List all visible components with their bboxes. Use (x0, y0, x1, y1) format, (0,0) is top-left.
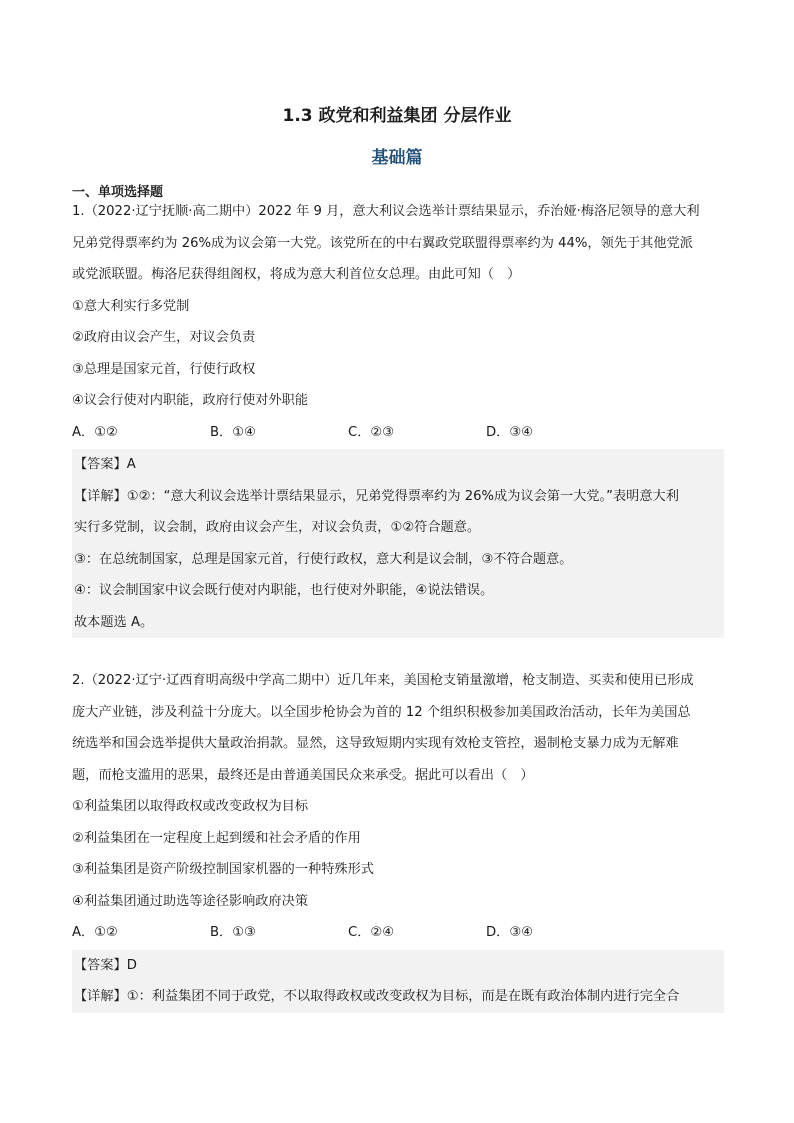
option-c: C．②④ (348, 925, 395, 940)
statement-item: ④利益集团通过助选等途径影响政府决策 (72, 893, 309, 909)
option-c: C．②③ (348, 424, 395, 440)
option-d: D．③④ (486, 424, 533, 440)
answer-block (72, 449, 724, 638)
question-text-line: 兄弟党得票率约为 26%成为议会第一大党。该党所在的中右翼政党联盟得票率约为 44%，领先于其他党派 (72, 235, 693, 251)
option-a: A．①② (72, 925, 118, 940)
question-text-line: 2.（2022·辽宁·辽西育明高级中学高二期中）近几年来，美国枪支销量激增，枪支制造、买卖和使用已形成 (72, 673, 694, 688)
statement-item: ①利益集团以取得政权或改变政权为目标 (72, 799, 309, 814)
option-b: B．①④ (210, 424, 256, 440)
question-text-line: 统选举和国会选举提供大量政治捐款。显然，这导致短期内实现有效枪支管控，遏制枪支暴力成为无解难 (72, 736, 679, 751)
explanation-line: ④：议会制国家中议会既行使对内职能，也行使对外职能，④说法错误。 (74, 583, 494, 598)
statement-item: ①意大利实行多党制 (72, 298, 190, 314)
statement-item: ②利益集团在一定程度上起到缓和社会矛盾的作用 (72, 830, 361, 846)
question-text-line: 题，而枪支滥用的恶果，最终还是由普通美国民众来承受。据此可以看出（ ） (72, 767, 534, 783)
answer-label: 【答案】A (74, 457, 136, 472)
explanation-line: ③：在总统制国家，总理是国家元首，行使行政权，意大利是议会制，③不符合题意。 (74, 551, 573, 567)
statement-item: ②政府由议会产生，对议会负责 (72, 330, 256, 345)
question-text-line: 1.（2022·辽宁抚顺·高二期中）2022 年 9 月，意大利议会选举计票结果显示，乔治娅·梅洛尼领导的意大利 (72, 204, 700, 219)
statement-item: ④议会行使对内职能，政府行使对外职能 (72, 393, 309, 408)
explanation-line: 故本题选 A。 (74, 614, 154, 630)
page-title: 1.3 政党和利益集团 分层作业 (282, 106, 512, 126)
question-2 (72, 665, 724, 1013)
statement-item: ③总理是国家元首，行使行政权 (72, 361, 256, 377)
question-1 (72, 196, 724, 638)
explanation-line: 【详解】①②：“意大利议会选举计票结果显示，兄弟党得票率约为 26%成为议会第一大党。”表明意大利 (74, 488, 679, 504)
option-a: A．①② (72, 424, 118, 440)
section-heading: 一、单项选择题 (72, 185, 164, 200)
page-subtitle: 基础篇 (371, 148, 423, 168)
question-text-line: 或党派联盟。梅洛尼获得组阁权，将成为意大利首位女总理。由此可知（ ） (72, 267, 521, 282)
option-d: D．③④ (486, 925, 533, 940)
option-b: B．①③ (210, 925, 256, 940)
statement-item: ③利益集团是资产阶级控制国家机器的一种特殊形式 (72, 862, 374, 877)
explanation-line: 实行多党制，议会制，政府由议会产生，对议会负责，①②符合题意。 (74, 520, 481, 535)
answer-options (72, 417, 724, 449)
question-text-line: 庞大产业链，涉及利益十分庞大。以全国步枪协会为首的 12 个组织积极参加美国政治活动，长年为美国总 (72, 704, 691, 720)
answer-block (72, 950, 724, 1013)
explanation-line: 【详解】①：利益集团不同于政党，不以取得政权或改变政权为目标，而是在既有政治体制内进行完全合 (74, 989, 680, 1004)
answer-options (72, 917, 724, 949)
answer-label: 【答案】D (74, 957, 137, 973)
